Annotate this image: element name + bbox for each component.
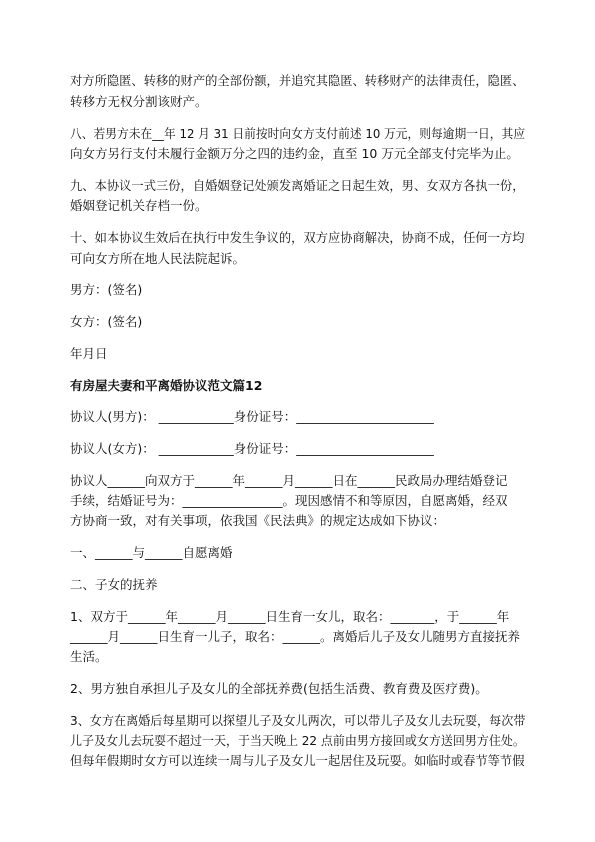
text-line: 1、双方于______年______月______日生育一女儿，取名：_______，于______年 [70, 609, 510, 624]
text-line: ______月______日生育一儿子，取名：______。离婚后儿子及女儿随男方直接抚养 [70, 629, 521, 644]
text-line: 生活。 [70, 649, 108, 664]
clause-heading: 二、子女的抚养 [70, 577, 158, 592]
section-title: 有房屋夫妻和平离婚协议范文篇12 [70, 378, 263, 393]
text-line: 对方所隐匿、转移的财产的全部份额，并追究其隐匿、转移财产的法律责任，隐匿、 [70, 73, 525, 88]
text-line: 可向女方所在地人民法院起诉。 [70, 251, 246, 266]
text-line: 转移方无权分割该财产。 [70, 94, 208, 109]
text-line: 十、如本协议生效后在执行中发生争议的，双方应协商解决，协商不成，任何一方均 [70, 230, 525, 245]
text-line: 方协商一致，对有关事项，依我国《民法典》的规定达成如下协议： [70, 513, 446, 528]
party-line-male: 协议人(男方)： ____________身份证号：______________________ [70, 409, 434, 424]
signature-line-female: 女方：(签名) [70, 314, 143, 329]
text-line: 向女方另行支付未履行金额万分之四的违约金，直至 10 万元全部支付完毕为止。 [70, 146, 519, 161]
signature-line-male: 男方：(签名) [70, 282, 143, 297]
clause-heading: 一、______与______自愿离婚 [70, 545, 233, 560]
text-line: 九、本协议一式三份，自婚姻登记处颁发离婚证之日起生效，男、女双方各执一份， [70, 178, 525, 193]
text-line: 3、女方在离婚后每星期可以探望儿子及女儿两次，可以带儿子及女儿去玩耍，每次带 [70, 713, 526, 728]
text-line: 八、若男方未在__年 12 月 31 日前按时向女方支付前述 10 万元，则每逾期一日，其应 [70, 126, 526, 141]
text-line: 儿子及女儿去玩耍不超过一天，于当天晚上 22 点前由男方接回或女方送回男方住处。 [70, 733, 525, 748]
date-line: 年月日 [70, 346, 108, 361]
text-line: 手续，结婚证号为：________________。现因感情不和等原因，自愿离婚，经双 [70, 493, 508, 508]
text-line: 婚姻登记机关存档一份。 [70, 198, 208, 213]
text-line: 但每年假期时女方可以连续一周与儿子及女儿一起居住及玩耍。如临时或春节等节假 [70, 753, 525, 768]
text-line: 2、男方独自承担儿子及女儿的全部抚养费(包括生活费、教育费及医疗费)。 [70, 681, 488, 696]
party-line-female: 协议人(女方)： ____________身份证号：______________________ [70, 441, 434, 456]
text-line: 协议人______向双方于______年______月______日在______民政局办理结婚登记 [70, 473, 508, 488]
